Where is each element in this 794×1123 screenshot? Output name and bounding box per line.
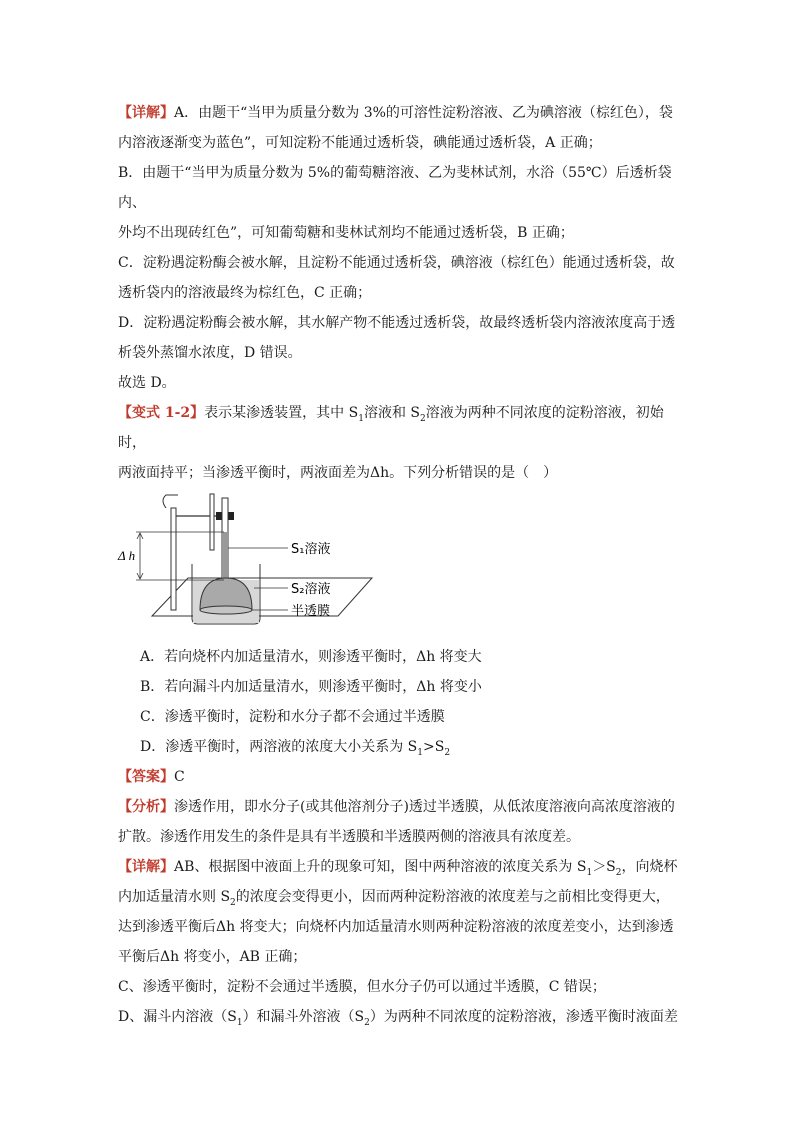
detail-tag: 【详解】 [118, 105, 174, 121]
option-b: B．若向漏斗内加适量清水，则渗透平衡时，Δh 将变小 [140, 679, 482, 695]
s2-solution-label: S₂溶液 [291, 582, 331, 597]
question-line1: 【变式 1-2】表示某渗透装置，其中 $S_1$溶液和 $S_2$溶液为两种不同浓度的淀粉溶液，初始时， [118, 405, 664, 451]
analysis-line2: 扩散。渗透作用发生的条件是具有半透膜和半透膜两侧的溶液具有浓度差。 [118, 829, 580, 845]
answer-line [118, 762, 684, 792]
question-line2: 两液面持平；当渗透平衡时，两液面差为Δh。下列分析错误的是（ ） [118, 465, 558, 481]
detail2-ab-line1: 【详解】AB、根据图中液面上升的现象可知，图中两种溶液的浓度关系为 $S_1>S_2$，向烧杯 [118, 859, 678, 878]
membrane-label: 半透膜 [291, 604, 331, 619]
option-a: A．若向烧杯内加适量清水，则渗透平衡时，Δh 将变大 [140, 649, 482, 665]
osmosis-apparatus-figure [118, 492, 684, 642]
answer-tag: 【答案】 [118, 769, 174, 785]
page-content [118, 98, 684, 1032]
detail2-d-line: D、漏斗内溶液$(S_1)$和漏斗外溶液$(S_2)$为两种不同浓度的淀粉溶液，渗透平衡时液面差 [118, 1009, 678, 1028]
question-tag: 【变式 1-2】 [118, 405, 205, 421]
answer-value: C [174, 769, 185, 785]
detail2-ab-line2: 内加适量清水则 $S_2$的浓度会变得更小，因而两种淀粉溶液的浓度差与之前相比变得更大， [118, 889, 670, 908]
detail-a-line2: 内溶液逐渐变为蓝色”，可知淀粉不能通过透析袋，碘能通过透析袋，A 正确； [118, 135, 602, 151]
detail-a-line1: 【详解】A．由题干“当甲为质量分数为 3%的可溶性淀粉溶液、乙为碘溶液（棕红色），袋 [118, 105, 673, 121]
detail-d-line2: 析袋外蒸馏水浓度，D 错误。 [118, 345, 302, 361]
osmosis-apparatus-diagram [118, 492, 388, 642]
detail2-tag: 【详解】 [118, 859, 174, 875]
detail-c-line1: C．淀粉遇淀粉酶会被水解，且淀粉不能通过透析袋，碘溶液（棕红色）能通过透析袋，故 [118, 255, 675, 271]
detail-c-line2: 透析袋内的溶液最终为棕红色，C 正确； [118, 285, 372, 301]
detail-b-line1: B．由题干“当甲为质量分数为 5%的葡萄糖溶液、乙为斐林试剂，水浴（55℃）后透析袋内、 [118, 165, 672, 211]
option-c: C．渗透平衡时，淀粉和水分子都不会通过半透膜 [140, 709, 445, 725]
detail-d-line1: D．淀粉遇淀粉酶会被水解，其水解产物不能透过透析袋，故最终透析袋内溶液浓度高于透 [118, 315, 676, 331]
detail2-ab-line3: 达到渗透平衡后Δh 将变大；向烧杯内加适量清水则两种淀粉溶液的浓度差变小，达到渗透 [118, 919, 674, 935]
detail-b-line2: 外均不出现砖红色”，可知葡萄糖和斐林试剂均不能通过透析袋，B 正确； [118, 225, 574, 241]
detail2-c-line: C、渗透平衡时，淀粉不会通过半透膜，但水分子仍可以通过半透膜，C 错误； [118, 979, 606, 995]
option-d: D．渗透平衡时，两溶液的浓度大小关系为 $S_1>S_2$ [140, 739, 451, 758]
analysis-tag: 【分析】 [118, 799, 174, 815]
delta-h-label: Δ h [118, 548, 136, 563]
detail2-ab-line4: 平衡后Δh 将变小，AB 正确； [118, 949, 307, 965]
analysis-line1: 【分析】渗透作用，即水分子(或其他溶剂分子)透过半透膜，从低浓度溶液向高浓度溶液的 [118, 799, 675, 815]
detail-conclusion: 故选 D。 [118, 375, 176, 391]
s1-solution-label: S₁溶液 [291, 542, 331, 557]
